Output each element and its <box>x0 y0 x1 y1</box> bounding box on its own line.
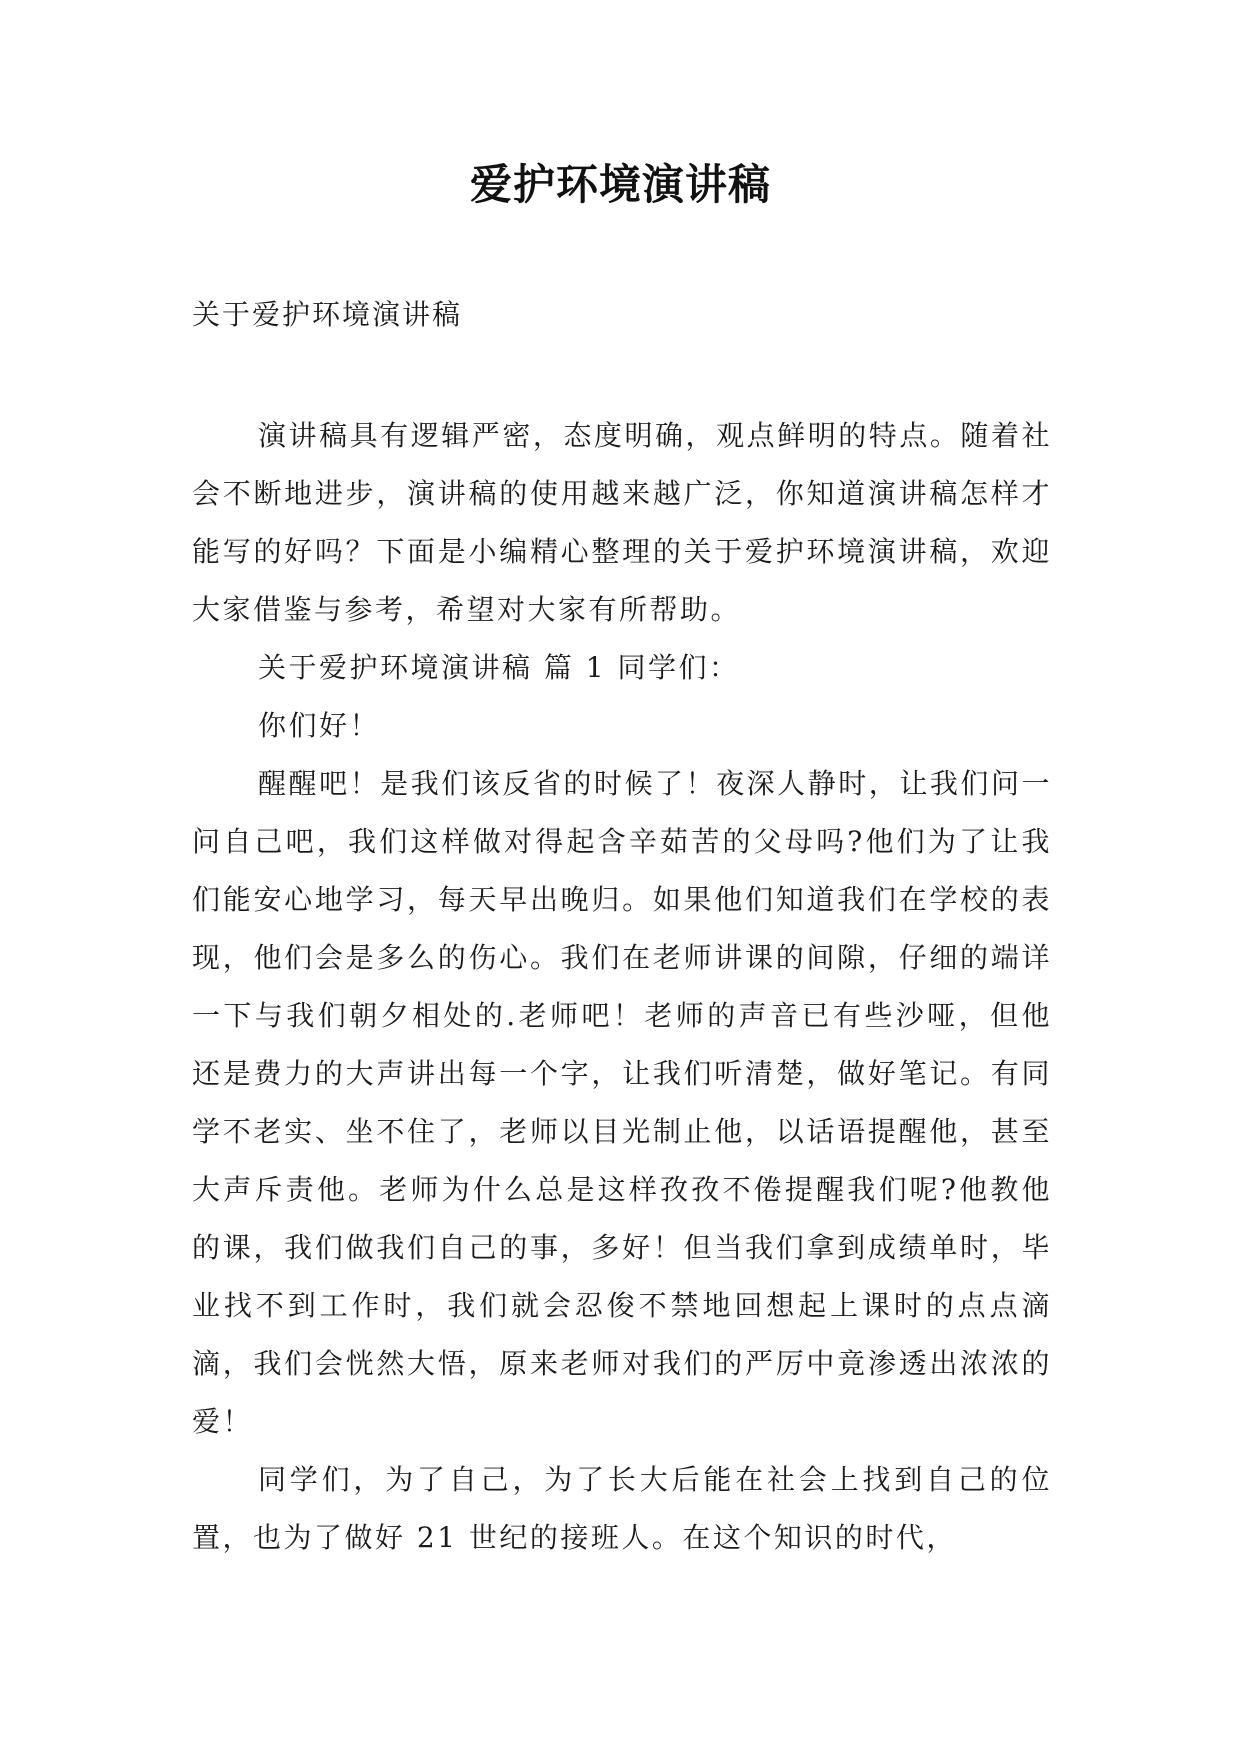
paragraph-section-heading: 关于爱护环境演讲稿 篇 1 同学们： <box>258 651 740 684</box>
paragraph-closing: 同学们，为了自己，为了长大后能在社会上找到自己的位置，也为了做好 21 世纪的接班人。在这个知识的时代， <box>192 1463 1052 1554</box>
paragraph-intro: 演讲稿具有逻辑严密，态度明确，观点鲜明的特点。随着社会不断地进步，演讲稿的使用越来越广泛，你知道演讲稿怎样才能写的好吗？下面是小编精心整理的关于爱护环境演讲稿，欢迎大家借鉴与参考，希望对大家有所帮助。 <box>192 419 1052 626</box>
paragraph-main: 醒醒吧！是我们该反省的时候了！夜深人静时，让我们问一问自己吧，我们这样做对得起含辛茹苦的父母吗?他们为了让我们能安心地学习，每天早出晚归。如果他们知道我们在学校的表现，他们会是多么的伤心。我们在老师讲课的间隙，仔细的端详一下与我们朝夕相处的.老师吧！老师的声音已有些沙哑，但他还是费力的大声讲出每一个字，让我们听清楚，做好笔记。有同学不老实、坐不住了，老师以目光制止他，以话语提醒他，甚至大声斥责他。老师为什么总是这样孜孜不倦提醒我们呢?他教他的课，我们做我们自己的事，多好！但当我们拿到成绩单时，毕业找不到工作时，我们就会忍俊不禁地回想起上课时的点点滴滴，我们会恍然大悟，原来老师对我们的严厉中竟渗透出浓浓的爱！ <box>192 767 1052 1438</box>
document-title: 爱护环境演讲稿 <box>469 160 771 209</box>
paragraph-greeting: 你们好！ <box>258 709 381 742</box>
document-body <box>192 407 1052 1567</box>
document-subtitle: 关于爱护环境演讲稿 <box>192 298 463 331</box>
